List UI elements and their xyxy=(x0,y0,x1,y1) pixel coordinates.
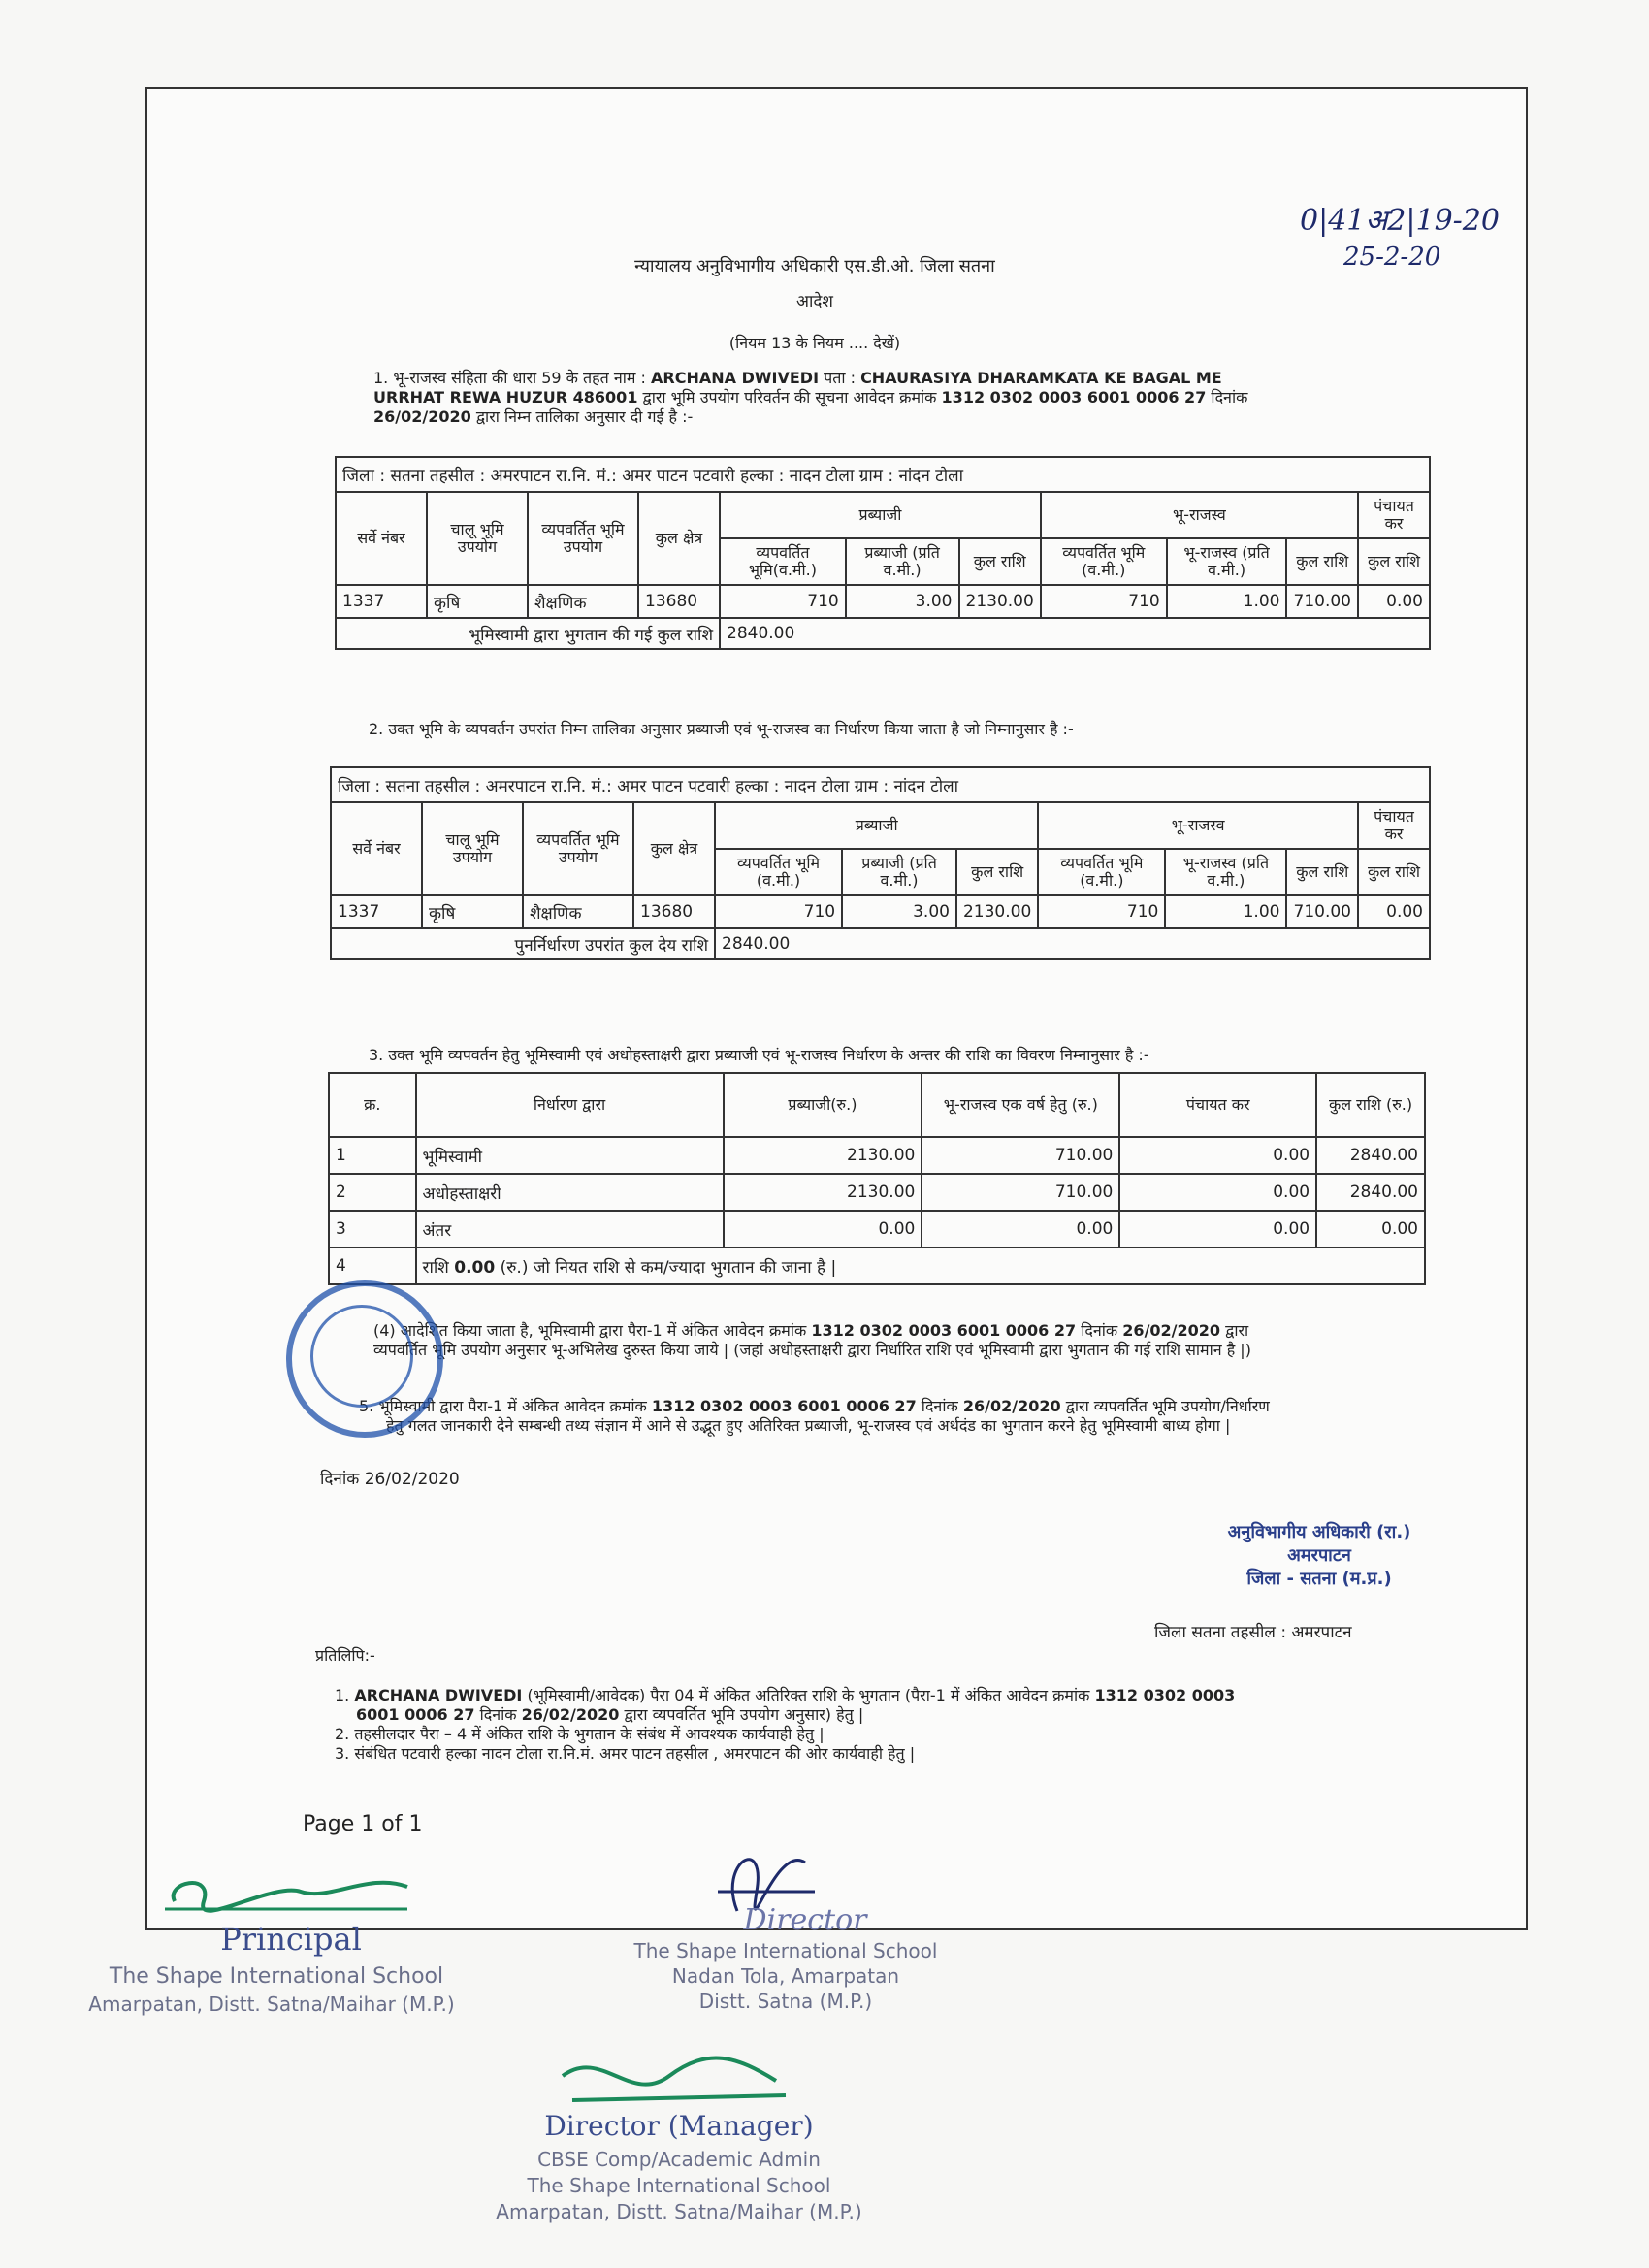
handwritten-case-number: 0|41अ2|19-20 xyxy=(1300,204,1500,238)
director-line-2: Nadan Tola, Amarpatan xyxy=(671,1964,900,1988)
cell-revenue: 0.00 xyxy=(922,1211,1119,1247)
para1-date-label: दिनांक xyxy=(1211,388,1248,406)
col-revenue-area: व्यपवर्तित भूमि (व.मी.) xyxy=(1041,538,1167,585)
principal-title: Principal xyxy=(220,1921,362,1958)
copy-item-1-date-label: दिनांक xyxy=(479,1705,517,1724)
cell-revenue: 710.00 xyxy=(922,1174,1119,1211)
para5-date: 26/02/2020 xyxy=(962,1397,1061,1415)
col-diverted-use: व्यपवर्तित भूमि उपयोग xyxy=(528,492,638,585)
col-premium: प्रब्याजी xyxy=(715,802,1038,849)
para5-application-number: 1312 0302 0003 6001 0006 27 xyxy=(651,1397,917,1415)
cell-survey: 1337 xyxy=(331,895,422,928)
col-land-revenue-year: भू-राजस्व एक वर्ष हेतु (रु.) xyxy=(922,1073,1119,1137)
difference-note xyxy=(416,1247,1425,1284)
table-row xyxy=(329,1211,1425,1247)
applicant-address-2: URRHAT REWA HUZUR 486001 xyxy=(373,388,638,406)
para1-text-2: द्वारा भूमि उपयोग परिवर्तन की सूचना आवेदन क्रमांक xyxy=(642,388,937,406)
manager-line-3: Amarpatan, Distt. Satna/Maihar (M.P.) xyxy=(496,2200,862,2223)
copy-list xyxy=(335,1686,1411,1764)
col-premium-area: व्यपवर्तित भूमि(व.मी.) xyxy=(720,538,846,585)
col-panchayat: पंचायत कर xyxy=(1358,802,1430,849)
col-panchayat: पंचायत कर xyxy=(1358,492,1430,538)
paragraph-3: 3. उक्त भूमि व्यपवर्तन हेतु भूमिस्वामी एवं अधोहस्ताक्षरी द्वारा प्रब्याजी एवं भू-राजस्व निर्धारण के अन्तर की राशि का विवरण निम्नानुसार है :- xyxy=(369,1046,1149,1064)
difference-text: (रु.) जो नियत राशि से कम/ज्यादा भुगतान की जाना है | xyxy=(500,1257,837,1278)
cell-total: 2840.00 xyxy=(1316,1137,1425,1174)
col-total-area: कुल क्षेत्र xyxy=(633,802,715,895)
col-survey: सर्वे नंबर xyxy=(331,802,422,895)
table-row xyxy=(329,1137,1425,1174)
application-date: 26/02/2020 xyxy=(373,407,471,426)
location-row: जिला : सतना तहसील : अमरपाटन रा.नि. मं.: अमर पाटन पटवारी हल्का : नादन टोला ग्राम : नांदन टोला xyxy=(331,767,1430,802)
director-line-3: Distt. Satna (M.P.) xyxy=(698,1990,873,2013)
col-current-use: चालू भूमि उपयोग xyxy=(422,802,523,895)
applicant-address-1: CHAURASIYA DHARAMKATA KE BAGAL ME xyxy=(860,369,1222,387)
para4-text-c: द्वारा xyxy=(1225,1321,1249,1340)
principal-line-1: The Shape International School xyxy=(109,1964,444,1989)
col-land-revenue: भू-राजस्व xyxy=(1041,492,1358,538)
para4-text-a: (4) आदेशित किया जाता है, भूमिस्वामी द्वारा पैरा-1 में अंकित आवेदन क्रमांक xyxy=(373,1321,807,1340)
para1-label-name: 1. भू-राजस्व संहिता की धारा 59 के तहत नाम : xyxy=(373,369,646,387)
para4-application-number: 1312 0302 0003 6001 0006 27 xyxy=(811,1321,1077,1340)
cell-panchayat-total: 0.00 xyxy=(1358,895,1430,928)
col-serial: क्र. xyxy=(329,1073,416,1137)
col-revenue-rate: भू-राजस्व (प्रति व.मी.) xyxy=(1165,849,1286,895)
application-number: 1312 0302 0003 6001 0006 27 xyxy=(941,388,1207,406)
col-panchayat-tax: पंचायत कर xyxy=(1119,1073,1316,1137)
cell-premium: 0.00 xyxy=(724,1211,922,1247)
cell-panchayat: 0.00 xyxy=(1119,1174,1316,1211)
copy-item-1-appno-end: 6001 0006 27 xyxy=(356,1705,475,1724)
cell-premium-total: 2130.00 xyxy=(959,585,1041,618)
handwritten-date: 25-2-20 xyxy=(1343,243,1441,272)
table-row xyxy=(331,895,1430,928)
para5-date-label: दिनांक xyxy=(921,1397,958,1415)
manager-line-1: CBSE Comp/Academic Admin xyxy=(537,2148,821,2171)
cell-area: 13680 xyxy=(633,895,715,928)
director-title: Director xyxy=(743,1903,867,1937)
col-revenue-total: कुल राशि xyxy=(1286,849,1358,895)
table-row xyxy=(329,1174,1425,1211)
table-row xyxy=(336,585,1430,618)
order-title: आदेश xyxy=(796,292,833,311)
copy-item-1-date: 26/02/2020 xyxy=(521,1705,620,1724)
difference-label: राशि xyxy=(422,1257,449,1278)
court-seal-inner xyxy=(310,1305,413,1408)
para4-date: 26/02/2020 xyxy=(1122,1321,1221,1340)
cell-premium-area: 710 xyxy=(715,895,842,928)
cell-assessed-by: अधोहस्ताक्षरी xyxy=(416,1174,724,1211)
total-paid-value: 2840.00 xyxy=(720,618,1430,649)
col-revenue-total: कुल राशि xyxy=(1286,538,1358,585)
officer-stamp-line-3: जिला - सतना (म.प्र.) xyxy=(1246,1569,1392,1589)
para4-text-2: व्यपवर्तित भूमि उपयोग अनुसार भू-अभिलेख दुरुस्त किया जाये | (जहां अधोहस्ताक्षरी द्वारा निर्धारित राशि एवं भूमिस्वामी द्वारा भुगतान की गई राशि सामान है |) xyxy=(373,1341,1251,1359)
cell-premium-area: 710 xyxy=(720,585,846,618)
para5-text-2: हेतु गलत जानकारी देने सम्बन्धी तथ्य संज्ञान में आने से उद्भूत हुए अतिरिक्त प्रब्याजी, भू-राजस्व एवं अर्थदंड का भुगतान करने हेतु भूमिस्वामी बाध्य होगा | xyxy=(386,1416,1231,1435)
col-total: कुल राशि (रु.) xyxy=(1316,1073,1425,1137)
total-due-value: 2840.00 xyxy=(715,928,1430,959)
cell-serial: 3 xyxy=(329,1211,416,1247)
cell-revenue-rate: 1.00 xyxy=(1165,895,1286,928)
cell-diverted-use: शैक्षणिक xyxy=(523,895,633,928)
officer-stamp-line-1: अनुविभागीय अधिकारी (रा.) xyxy=(1227,1522,1411,1542)
col-diverted-use: व्यपवर्तित भूमि उपयोग xyxy=(523,802,633,895)
manager-signature xyxy=(543,2047,795,2115)
principal-line-2: Amarpatan, Distt. Satna/Maihar (M.P.) xyxy=(88,1993,455,2016)
cell-premium: 2130.00 xyxy=(724,1174,922,1211)
cell-assessed-by: भूमिस्वामी xyxy=(416,1137,724,1174)
table-difference xyxy=(328,1072,1426,1285)
cell-serial: 1 xyxy=(329,1137,416,1174)
copy-item-1-appno: 1312 0302 0003 xyxy=(1094,1686,1236,1704)
director-line-1: The Shape International School xyxy=(633,1939,938,1962)
cell-revenue: 710.00 xyxy=(922,1137,1119,1174)
copy-label: प्रतिलिपि:- xyxy=(315,1646,375,1665)
order-date: दिनांक 26/02/2020 xyxy=(320,1470,460,1489)
cell-current-use: कृषि xyxy=(427,585,528,618)
table-reassessment xyxy=(330,766,1431,960)
manager-title: Director (Manager) xyxy=(544,2110,814,2142)
principal-signature xyxy=(155,1863,417,1921)
cell-premium: 2130.00 xyxy=(724,1137,922,1174)
copy-item-1-text: (भूमिस्वामी/आवेदक) पैरा 04 में अंकित अतिरिक्त राशि के भुगतान (पैरा-1 में अंकित आवेदन क्रमांक xyxy=(527,1686,1090,1704)
cell-diverted-use: शैक्षणिक xyxy=(528,585,638,618)
col-survey: सर्वे नंबर xyxy=(336,492,427,585)
col-revenue-area: व्यपवर्तित भूमि (व.मी.) xyxy=(1038,849,1165,895)
cell-serial: 2 xyxy=(329,1174,416,1211)
page-number: Page 1 of 1 xyxy=(303,1812,423,1836)
rule-reference: (नियम 13 के नियम .... देखें) xyxy=(728,334,901,352)
table-row xyxy=(329,1247,1425,1284)
cell-serial: 4 xyxy=(329,1247,416,1284)
col-land-revenue: भू-राजस्व xyxy=(1038,802,1358,849)
paragraph-1 xyxy=(373,369,1402,427)
location-row: जिला : सतना तहसील : अमरपाटन रा.नि. मं.: अमर पाटन पटवारी हल्का : नादन टोला ग्राम : नांदन टोला xyxy=(336,457,1430,492)
cell-premium-total: 2130.00 xyxy=(956,895,1038,928)
table-initial-assessment xyxy=(335,456,1431,650)
cell-panchayat-total: 0.00 xyxy=(1358,585,1430,618)
cell-panchayat: 0.00 xyxy=(1119,1137,1316,1174)
court-heading: न्यायालय अनुविभागीय अधिकारी एस.डी.ओ. जिला सतना xyxy=(634,256,995,276)
cell-current-use: कृषि xyxy=(422,895,523,928)
cell-premium-rate: 3.00 xyxy=(846,585,959,618)
officer-stamp xyxy=(1203,1521,1436,1591)
col-revenue-rate: भू-राजस्व (प्रति व.मी.) xyxy=(1167,538,1287,585)
col-premium-rate: प्रब्याजी (प्रति व.मी.) xyxy=(846,538,959,585)
cell-assessed-by: अंतर xyxy=(416,1211,724,1247)
copy-item-1 xyxy=(335,1686,1411,1725)
para1-text-3: द्वारा निम्न तालिका अनुसार दी गई है :- xyxy=(475,407,694,426)
copy-item-1-number: 1. xyxy=(335,1686,350,1704)
cell-revenue-total: 710.00 xyxy=(1286,895,1358,928)
total-due-label: पुनर्निर्धारण उपरांत कुल देय राशि xyxy=(331,928,715,959)
officer-place: जिला सतना तहसील : अमरपाटन xyxy=(1154,1623,1352,1642)
col-premium-area: व्यपवर्तित भूमि (व.मी.) xyxy=(715,849,842,895)
col-total-area: कुल क्षेत्र xyxy=(638,492,720,585)
copy-item-3: 3. संबंधित पटवारी हल्का नादन टोला रा.नि.मं. अमर पाटन तहसील , अमरपाटन की ओर कार्यवाही हेतु | xyxy=(335,1744,916,1763)
para4-date-label: दिनांक xyxy=(1081,1321,1118,1340)
manager-line-2: The Shape International School xyxy=(527,2174,831,2197)
col-panchayat-total: कुल राशि xyxy=(1358,849,1430,895)
copy-item-1-text-2: द्वारा व्यपवर्तित भूमि उपयोग अनुसार) हेतु | xyxy=(624,1705,864,1724)
cell-revenue-area: 710 xyxy=(1041,585,1167,618)
para1-label-address: पता : xyxy=(824,369,856,387)
cell-total: 2840.00 xyxy=(1316,1174,1425,1211)
paragraph-4 xyxy=(373,1321,1421,1360)
col-premium-rate: प्रब्याजी (प्रति व.मी.) xyxy=(842,849,956,895)
cell-revenue-rate: 1.00 xyxy=(1167,585,1287,618)
paragraph-2: 2. उक्त भूमि के व्यपवर्तन उपरांत निम्न तालिका अनुसार प्रब्याजी एवं भू-राजस्व का निर्धारण किया जाता है जो निम्नानुसार है :- xyxy=(369,720,1074,738)
col-panchayat-total: कुल राशि xyxy=(1358,538,1430,585)
cell-premium-rate: 3.00 xyxy=(842,895,956,928)
col-current-use: चालू भूमि उपयोग xyxy=(427,492,528,585)
col-premium: प्रब्याजी(रु.) xyxy=(724,1073,922,1137)
para5-text-a: 5. भूमिस्वामी द्वारा पैरा-1 में अंकित आवेदन क्रमांक xyxy=(359,1397,647,1415)
cell-panchayat: 0.00 xyxy=(1119,1211,1316,1247)
paragraph-5 xyxy=(359,1397,1421,1436)
cell-area: 13680 xyxy=(638,585,720,618)
copy-item-2: 2. तहसीलदार पैरा – 4 में अंकित राशि के भुगतान के संबंध में आवश्यक कार्यवाही हेतु | xyxy=(335,1725,824,1743)
total-paid-label: भूमिस्वामी द्वारा भुगतान की गई कुल राशि xyxy=(336,618,720,649)
para5-text-c: द्वारा व्यपवर्तित भूमि उपयोग/निर्धारण xyxy=(1065,1397,1270,1415)
cell-revenue-area: 710 xyxy=(1038,895,1165,928)
copy-item-1-name: ARCHANA DWIVEDI xyxy=(354,1686,523,1704)
cell-total: 0.00 xyxy=(1316,1211,1425,1247)
col-premium-total: कुल राशि xyxy=(959,538,1041,585)
applicant-name: ARCHANA DWIVEDI xyxy=(651,369,820,387)
officer-stamp-line-2: अमरपाटन xyxy=(1287,1545,1351,1566)
cell-survey: 1337 xyxy=(336,585,427,618)
col-premium: प्रब्याजी xyxy=(720,492,1041,538)
col-assessed-by: निर्धारण द्वारा xyxy=(416,1073,724,1137)
difference-amount: 0.00 xyxy=(454,1257,496,1278)
cell-revenue-total: 710.00 xyxy=(1286,585,1358,618)
col-premium-total: कुल राशि xyxy=(956,849,1038,895)
